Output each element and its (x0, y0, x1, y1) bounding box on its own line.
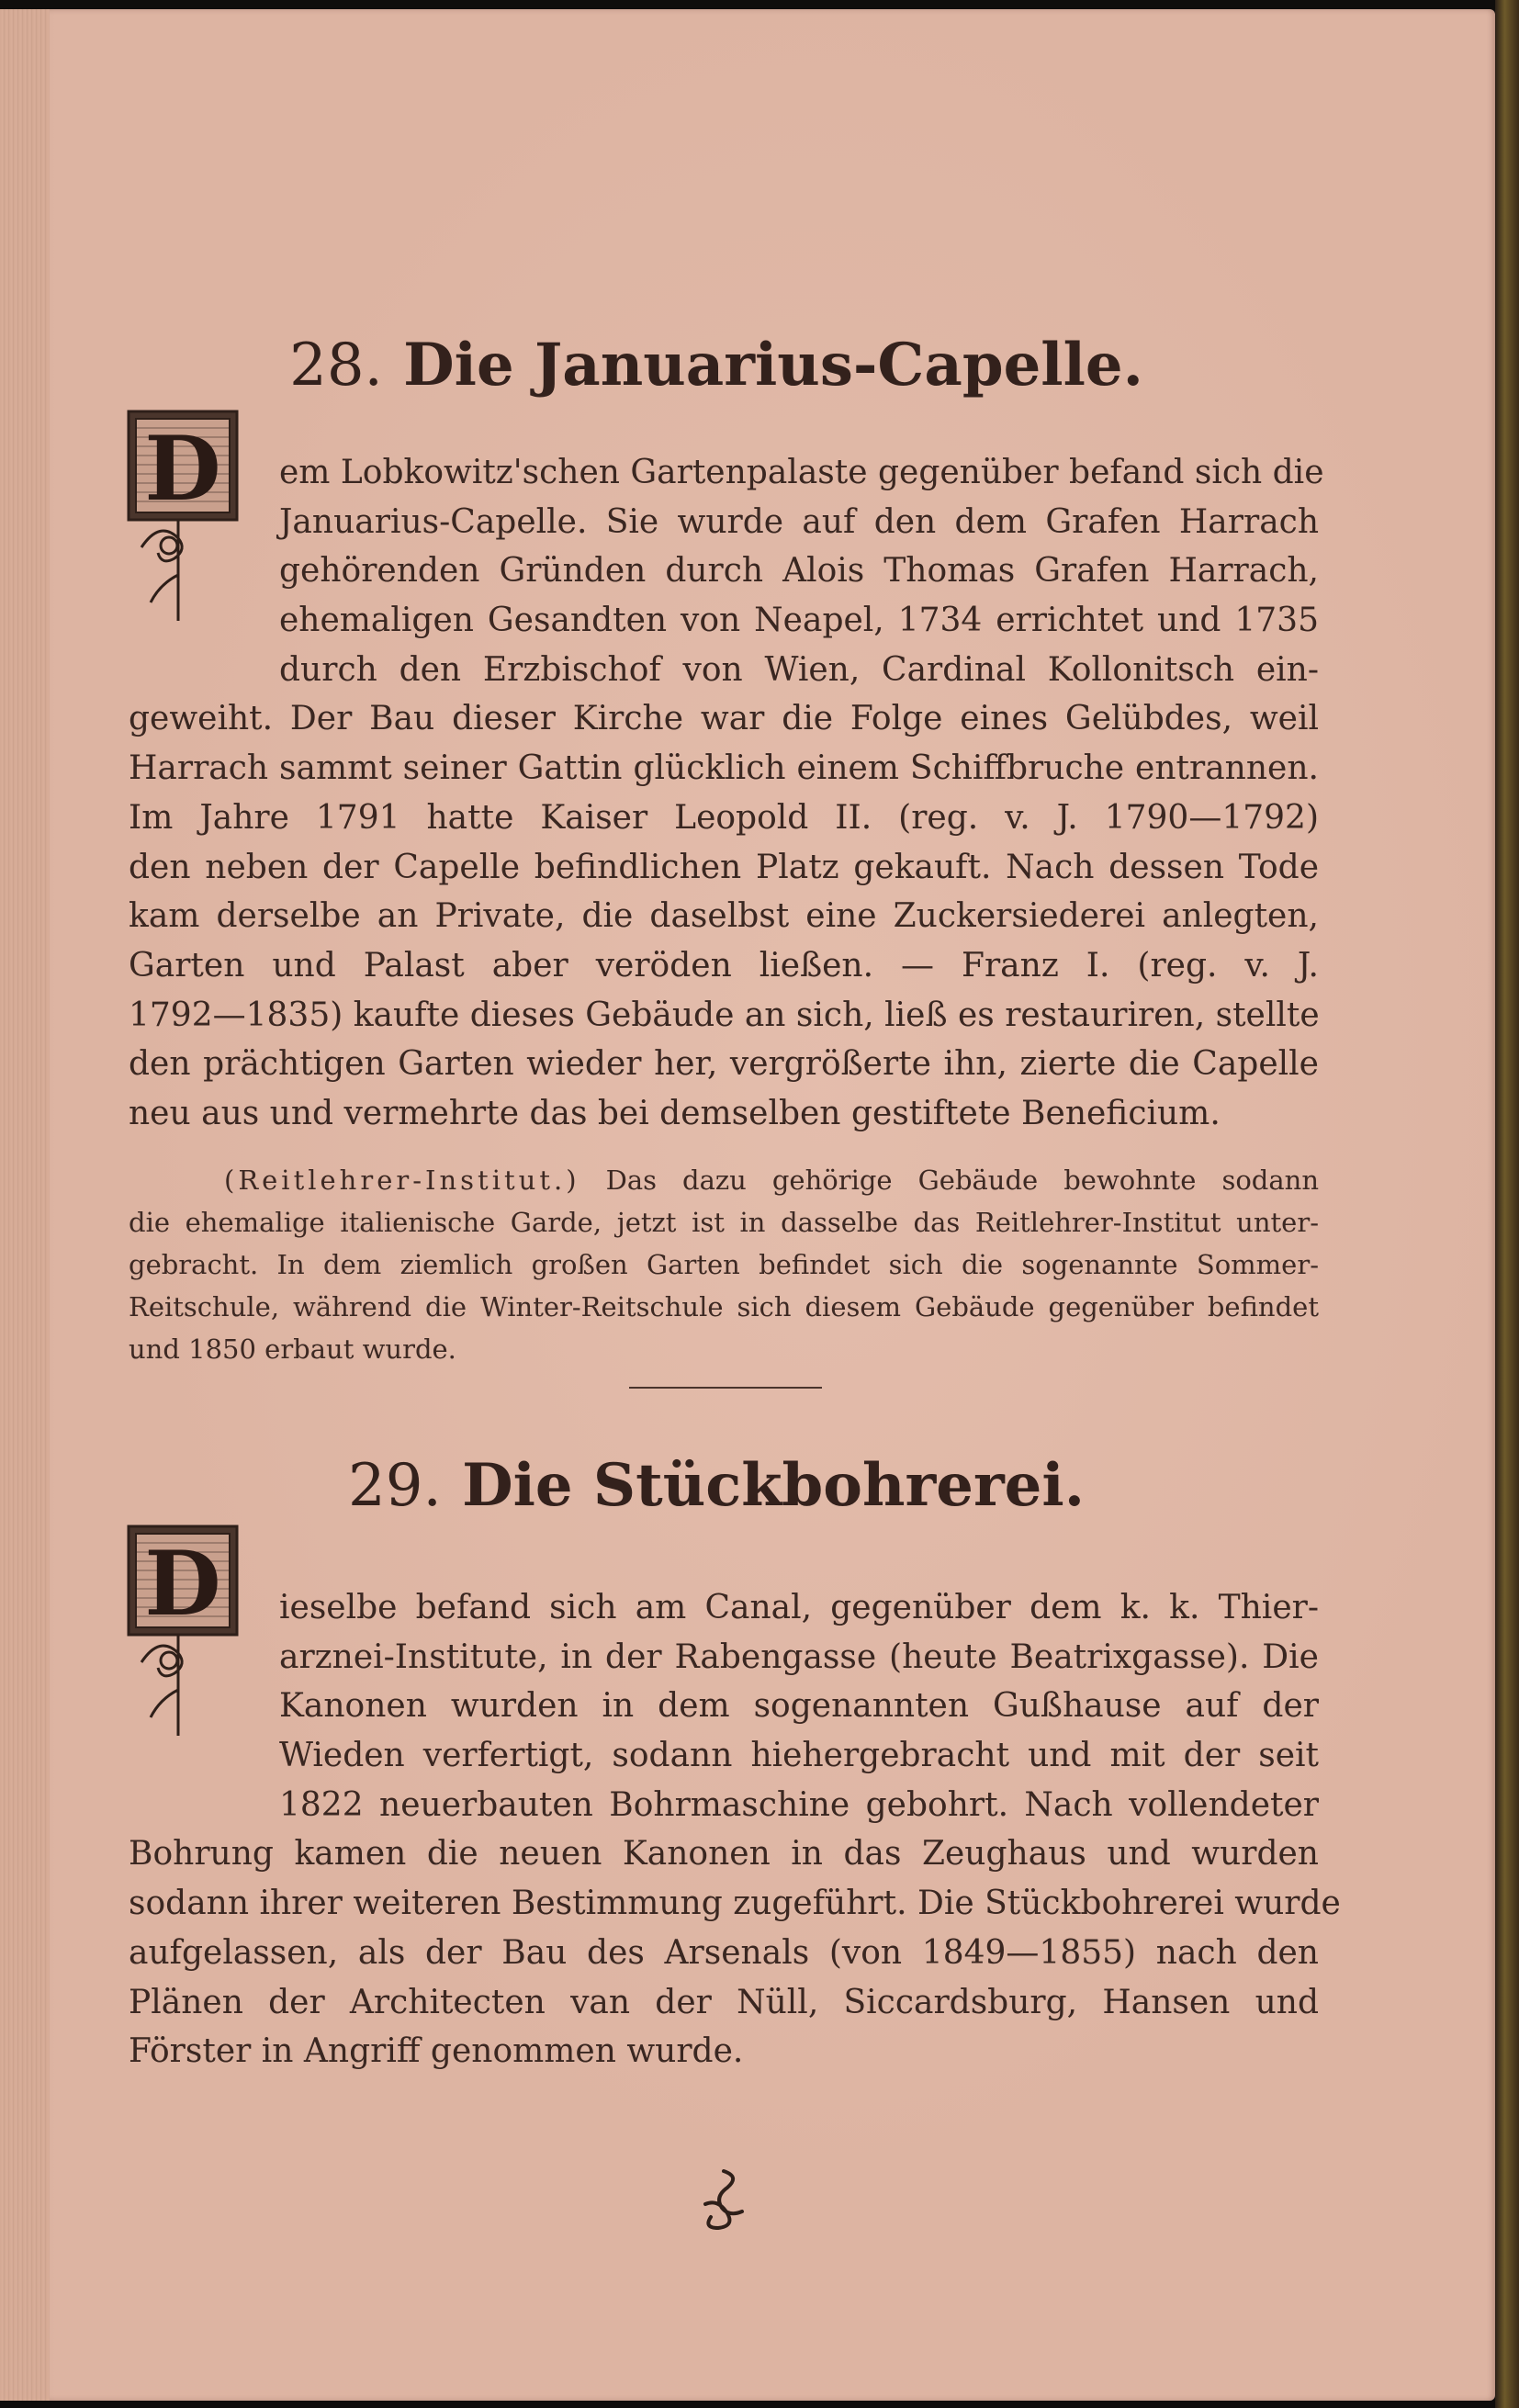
note-line: Reitschule, während die Winter-Reitschule sich diesem Gebäude gegenüber befindet (129, 1291, 1319, 1322)
text-line: arznei-Institute, in der Rabengasse (heute Beatrixgasse). Die (279, 1637, 1319, 1676)
text-line: aufgelassen, als der Bau des Arsenals (von 1849—1855) nach den (129, 1933, 1319, 1972)
text-line: geweiht. Der Bau dieser Kirche war die Folge eines Gelübdes, weil (129, 700, 1319, 738)
text-line: den neben der Capelle befindlichen Platz gekauft. Nach dessen Tode (129, 848, 1319, 886)
note-line: die ehemalige italienische Garde, jetzt ist in dasselbe das Reitlehrer-Institut unter- (129, 1207, 1319, 1238)
text-line: ieselbe befand sich am Canal, gegenüber dem k. k. Thier- (279, 1589, 1319, 1626)
text-line: neu aus und vermehrte das bei demselben gestiftete Beneficium. (129, 1094, 1221, 1132)
section-28-title: Die Januarius-Capelle. (403, 331, 1143, 399)
text-line: gehörenden Gründen durch Alois Thomas Grafen Harrach, (279, 552, 1319, 591)
section-28-note (129, 1159, 1319, 1370)
text-line: 1792—1835) kaufte dieses Gebäude an sich, ließ es restauriren, stellte (129, 996, 1320, 1034)
initial-letter: D (144, 417, 221, 521)
text-line: 1822 neuerbauten Bohrmaschine gebohrt. Nach vollendeter (279, 1785, 1319, 1824)
text-line: kam derselbe an Private, die daselbst eine Zuckersiederei anlegten, (129, 897, 1319, 936)
section-29-body (129, 1583, 1341, 2076)
text-line: ehemaligen Gesandten von Neapel, 1734 errichtet und 1735 (279, 602, 1319, 640)
book-edge (1495, 0, 1519, 2408)
section-29-heading (0, 1451, 1433, 1520)
text-line: sodann ihrer weiteren Bestimmung zugeführt. Die Stückbohrerei wurde (129, 1885, 1341, 1923)
note-lead: (Reitlehrer-Institut.) (224, 1165, 580, 1196)
text-line: Im Jahre 1791 hatte Kaiser Leopold II. (reg. v. J. 1790—1792) (129, 798, 1319, 837)
text-line: durch den Erzbischof von Wien, Cardinal Kollonitsch ein- (279, 650, 1319, 689)
section-29-number: 29. (348, 1452, 442, 1520)
section-29-title: Die Stückbohrerei. (462, 1451, 1085, 1520)
note-text: Das dazu gehörige Gebäude bewohnte sodann (605, 1165, 1320, 1196)
section-28-heading (0, 331, 1433, 399)
section-28-number: 28. (289, 332, 383, 399)
text-line: Wieden verfertigt, sodann hiehergebracht und mit der seit (279, 1737, 1319, 1775)
note-line-1 (129, 1159, 1319, 1201)
initial-letter: D (144, 1532, 221, 1636)
text-line: Förster in Angriff genommen wurde. (129, 2032, 744, 2071)
text-line: Plänen der Architecten van der Nüll, Siccardsburg, Hansen und (129, 1983, 1319, 2021)
section-divider (629, 1387, 822, 1389)
text-line: Januarius-Capelle. Sie wurde auf den dem Grafen Harrach (279, 502, 1319, 541)
text-line: Kanonen wurden in dem sogenannten Gußhause auf der (279, 1687, 1319, 1726)
text-line: em Lobkowitz'schen Gartenpalaste gegenüber befand sich die (279, 454, 1324, 491)
tailpiece-ornament-icon (696, 2167, 751, 2232)
note-line: gebracht. In dem ziemlich großen Garten befindet sich die sogenannte Sommer- (129, 1249, 1319, 1280)
text-line: den prächtigen Garten wieder her, vergrößerte ihn, zierte die Capelle (129, 1045, 1319, 1084)
text-line: Garten und Palast aber veröden ließen. — Franz I. (reg. v. J. (129, 946, 1319, 985)
note-line: und 1850 erbaut wurde. (129, 1333, 456, 1365)
text-line: Bohrung kamen die neuen Kanonen in das Zeughaus und wurden (129, 1835, 1319, 1874)
section-28-body (129, 448, 1324, 1139)
text-line: Harrach sammt seiner Gattin glücklich einem Schiffbruche entrannen. (129, 749, 1319, 788)
